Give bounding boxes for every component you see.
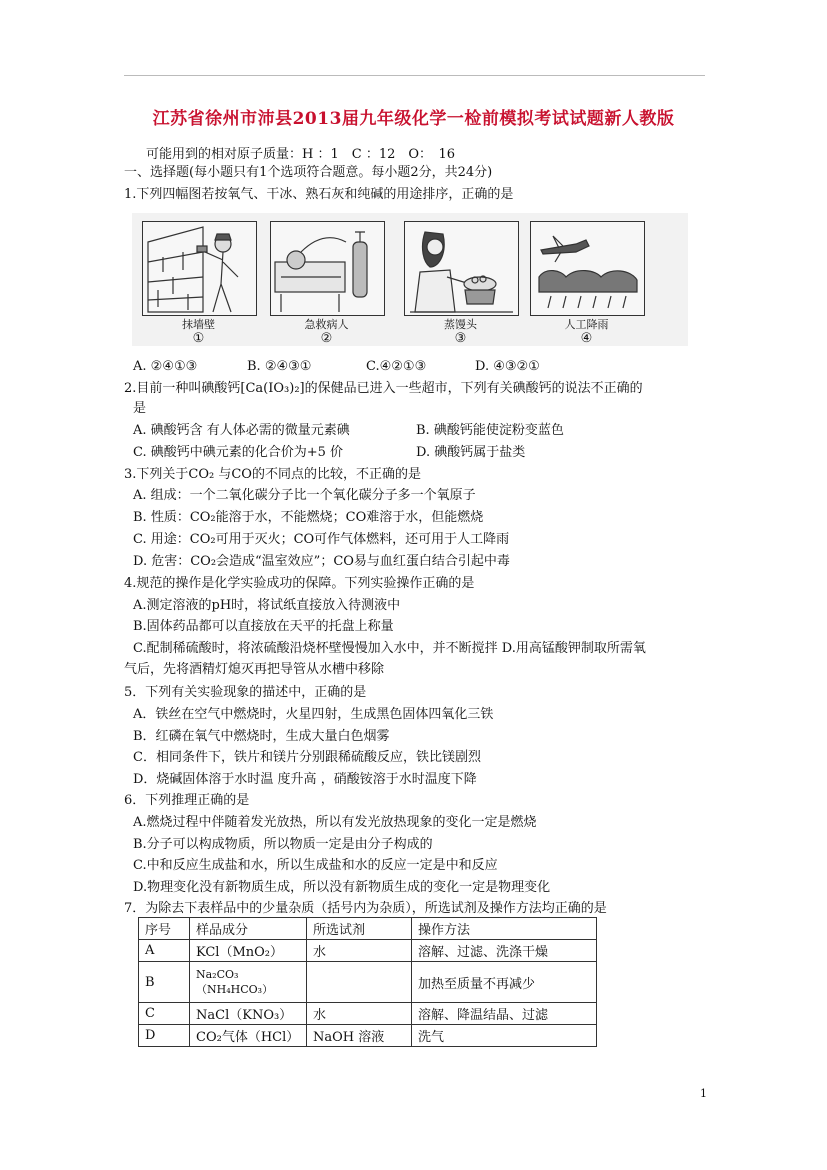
row-reagent: NaOH 溶液 [307, 1025, 412, 1047]
number-1: ① [192, 331, 205, 346]
row-sample [190, 962, 307, 1003]
caption-2: 急救病人 [304, 318, 349, 331]
q2-stem: 2.目前一种叫碘酸钙[Ca(IO₃)₂]的保健品已进入一些超市，下列有关碘酸钙的说法不正确的 [124, 381, 643, 396]
table-row [139, 1025, 597, 1047]
q7-table [138, 917, 597, 1047]
q3-option-b: B. 性质：CO₂能溶于水，不能燃烧；CO难溶于水，但能燃烧 [133, 510, 484, 525]
row-sample-line1: Na₂CO₃ [196, 967, 239, 981]
q2-option-a: A. 碘酸钙含 有人体必需的微量元素碘 [133, 423, 350, 438]
q1-option-a: A. ②④①③ [133, 359, 198, 374]
page-title: 江苏省徐州市沛县2013届九年级化学一检前模拟考试试题新人教版 [152, 109, 675, 129]
caption-1: 抹墙壁 [182, 318, 215, 331]
q3-option-c: C. 用途：CO₂可用于灭火；CO可作气体燃料，还可用于人工降雨 [133, 532, 510, 547]
plastering-wall-image [142, 221, 257, 316]
section-heading: 一、选择题(每小题只有1个选项符合题意。每小题2分，共24分) [124, 165, 493, 180]
q5-option-c: C．相同条件下，铁片和镁片分别跟稀硫酸反应，铁比镁剧烈 [133, 750, 481, 765]
number-2: ② [320, 331, 333, 346]
row-reagent: 水 [307, 1003, 412, 1025]
number-4: ④ [580, 331, 593, 346]
q4-line-b: B.固体药品都可以直接放在天平的托盘上称量 [133, 619, 394, 634]
row-sample: KCl（MnO₂） [190, 940, 307, 962]
header-rule [124, 75, 705, 76]
q3-option-d: D. 危害：CO₂会造成“温室效应”；CO易与血红蛋白结合引起中毒 [133, 554, 510, 569]
header-method: 操作方法 [412, 918, 597, 940]
q3-stem: 3.下列关于CO₂ 与CO的不同点的比较，不正确的是 [124, 467, 421, 482]
q6-stem: 6．下列推理正确的是 [124, 793, 250, 808]
q6-option-a: A.燃烧过程中伴随着发光放热，所以有发光放热现象的变化一定是燃烧 [133, 815, 537, 830]
row-method: 溶解、过滤、洗涤干燥 [412, 940, 597, 962]
steamed-buns-image [404, 221, 519, 316]
q1-option-c: C.④②①③ [366, 359, 427, 374]
q4-line-a: A.测定溶液的pH时，将试纸直接放入待测液中 [133, 598, 401, 613]
q5-option-d: D．烧碱固体溶于水时温 度升高 ，硝酸铵溶于水时温度下降 [133, 772, 477, 787]
artificial-rain-image [530, 221, 645, 316]
q6-option-b: B.分子可以构成物质，所以物质一定是由分子构成的 [133, 837, 433, 852]
caption-4: 人工降雨 [564, 318, 609, 331]
header-reagent: 所选试剂 [307, 918, 412, 940]
row-reagent [307, 962, 412, 1003]
row-id: C [139, 1003, 190, 1025]
row-id: D [139, 1025, 190, 1047]
q3-option-a: A. 组成：一个二氧化碳分子比一个氧化碳分子多一个氧原子 [133, 488, 476, 503]
caption-3: 蒸馒头 [444, 318, 477, 331]
q1-figure [132, 213, 688, 346]
number-3: ③ [454, 331, 467, 346]
row-sample-line2: （NH₄HCO₃） [196, 982, 274, 996]
q1-stem: 1.下列四幅图若按氧气、干冰、熟石灰和纯碱的用途排序，正确的是 [124, 187, 514, 202]
q4-line-d-cont: 气后，先将酒精灯熄灭再把导管从水槽中移除 [124, 662, 385, 677]
row-method: 洗气 [412, 1025, 597, 1047]
row-sample: NaCl（KNO₃） [190, 1003, 307, 1025]
q2-stem-cont: 是 [133, 401, 147, 416]
q1-option-d: D. ④③②① [475, 359, 540, 374]
table-header-row [139, 918, 597, 940]
q5-option-b: B．红磷在氧气中燃烧时，生成大量白色烟雾 [133, 729, 390, 744]
q1-option-b: B. ②④③① [247, 359, 312, 374]
q5-option-a: A．铁丝在空气中燃烧时，火星四射，生成黑色固体四氧化三铁 [133, 707, 494, 722]
q5-stem: 5．下列有关实验现象的描述中，正确的是 [124, 685, 367, 700]
q6-option-c: C.中和反应生成盐和水，所以生成盐和水的反应一定是中和反应 [133, 858, 498, 873]
row-sample: CO₂气体（HCl） [190, 1025, 307, 1047]
table-row [139, 940, 597, 962]
header-id: 序号 [139, 918, 190, 940]
table-row [139, 1003, 597, 1025]
intro-atomic-masses: 可能用到的相对原子质量：H ：1 C ：12 O： 16 [146, 147, 456, 162]
row-method: 加热至质量不再减少 [412, 962, 597, 1003]
first-aid-image [270, 221, 385, 316]
q6-option-d: D.物理变化没有新物质生成，所以没有新物质生成的变化一定是物理变化 [133, 880, 551, 895]
q2-option-d: D. 碘酸钙属于盐类 [416, 445, 526, 460]
table-row [139, 962, 597, 1003]
page-number: 1 [700, 1087, 707, 1100]
row-id: A [139, 940, 190, 962]
q4-stem: 4.规范的操作是化学实验成功的保障。下列实验操作正确的是 [124, 576, 475, 591]
q2-option-c: C. 碘酸钙中碘元素的化合价为+5 价 [133, 445, 344, 460]
row-reagent: 水 [307, 940, 412, 962]
row-method: 溶解、降温结晶、过滤 [412, 1003, 597, 1025]
q4-line-cd: C.配制稀硫酸时，将浓硫酸沿烧杯壁慢慢加入水中，并不断搅拌 D.用高锰酸钾制取所需氧 [133, 641, 646, 656]
q2-option-b: B. 碘酸钙能使淀粉变蓝色 [416, 423, 564, 438]
row-id: B [139, 962, 190, 1003]
header-sample: 样品成分 [190, 918, 307, 940]
q7-stem: 7．为除去下表样品中的少量杂质（括号内为杂质），所选试剂及操作方法均正确的是 [124, 901, 607, 916]
